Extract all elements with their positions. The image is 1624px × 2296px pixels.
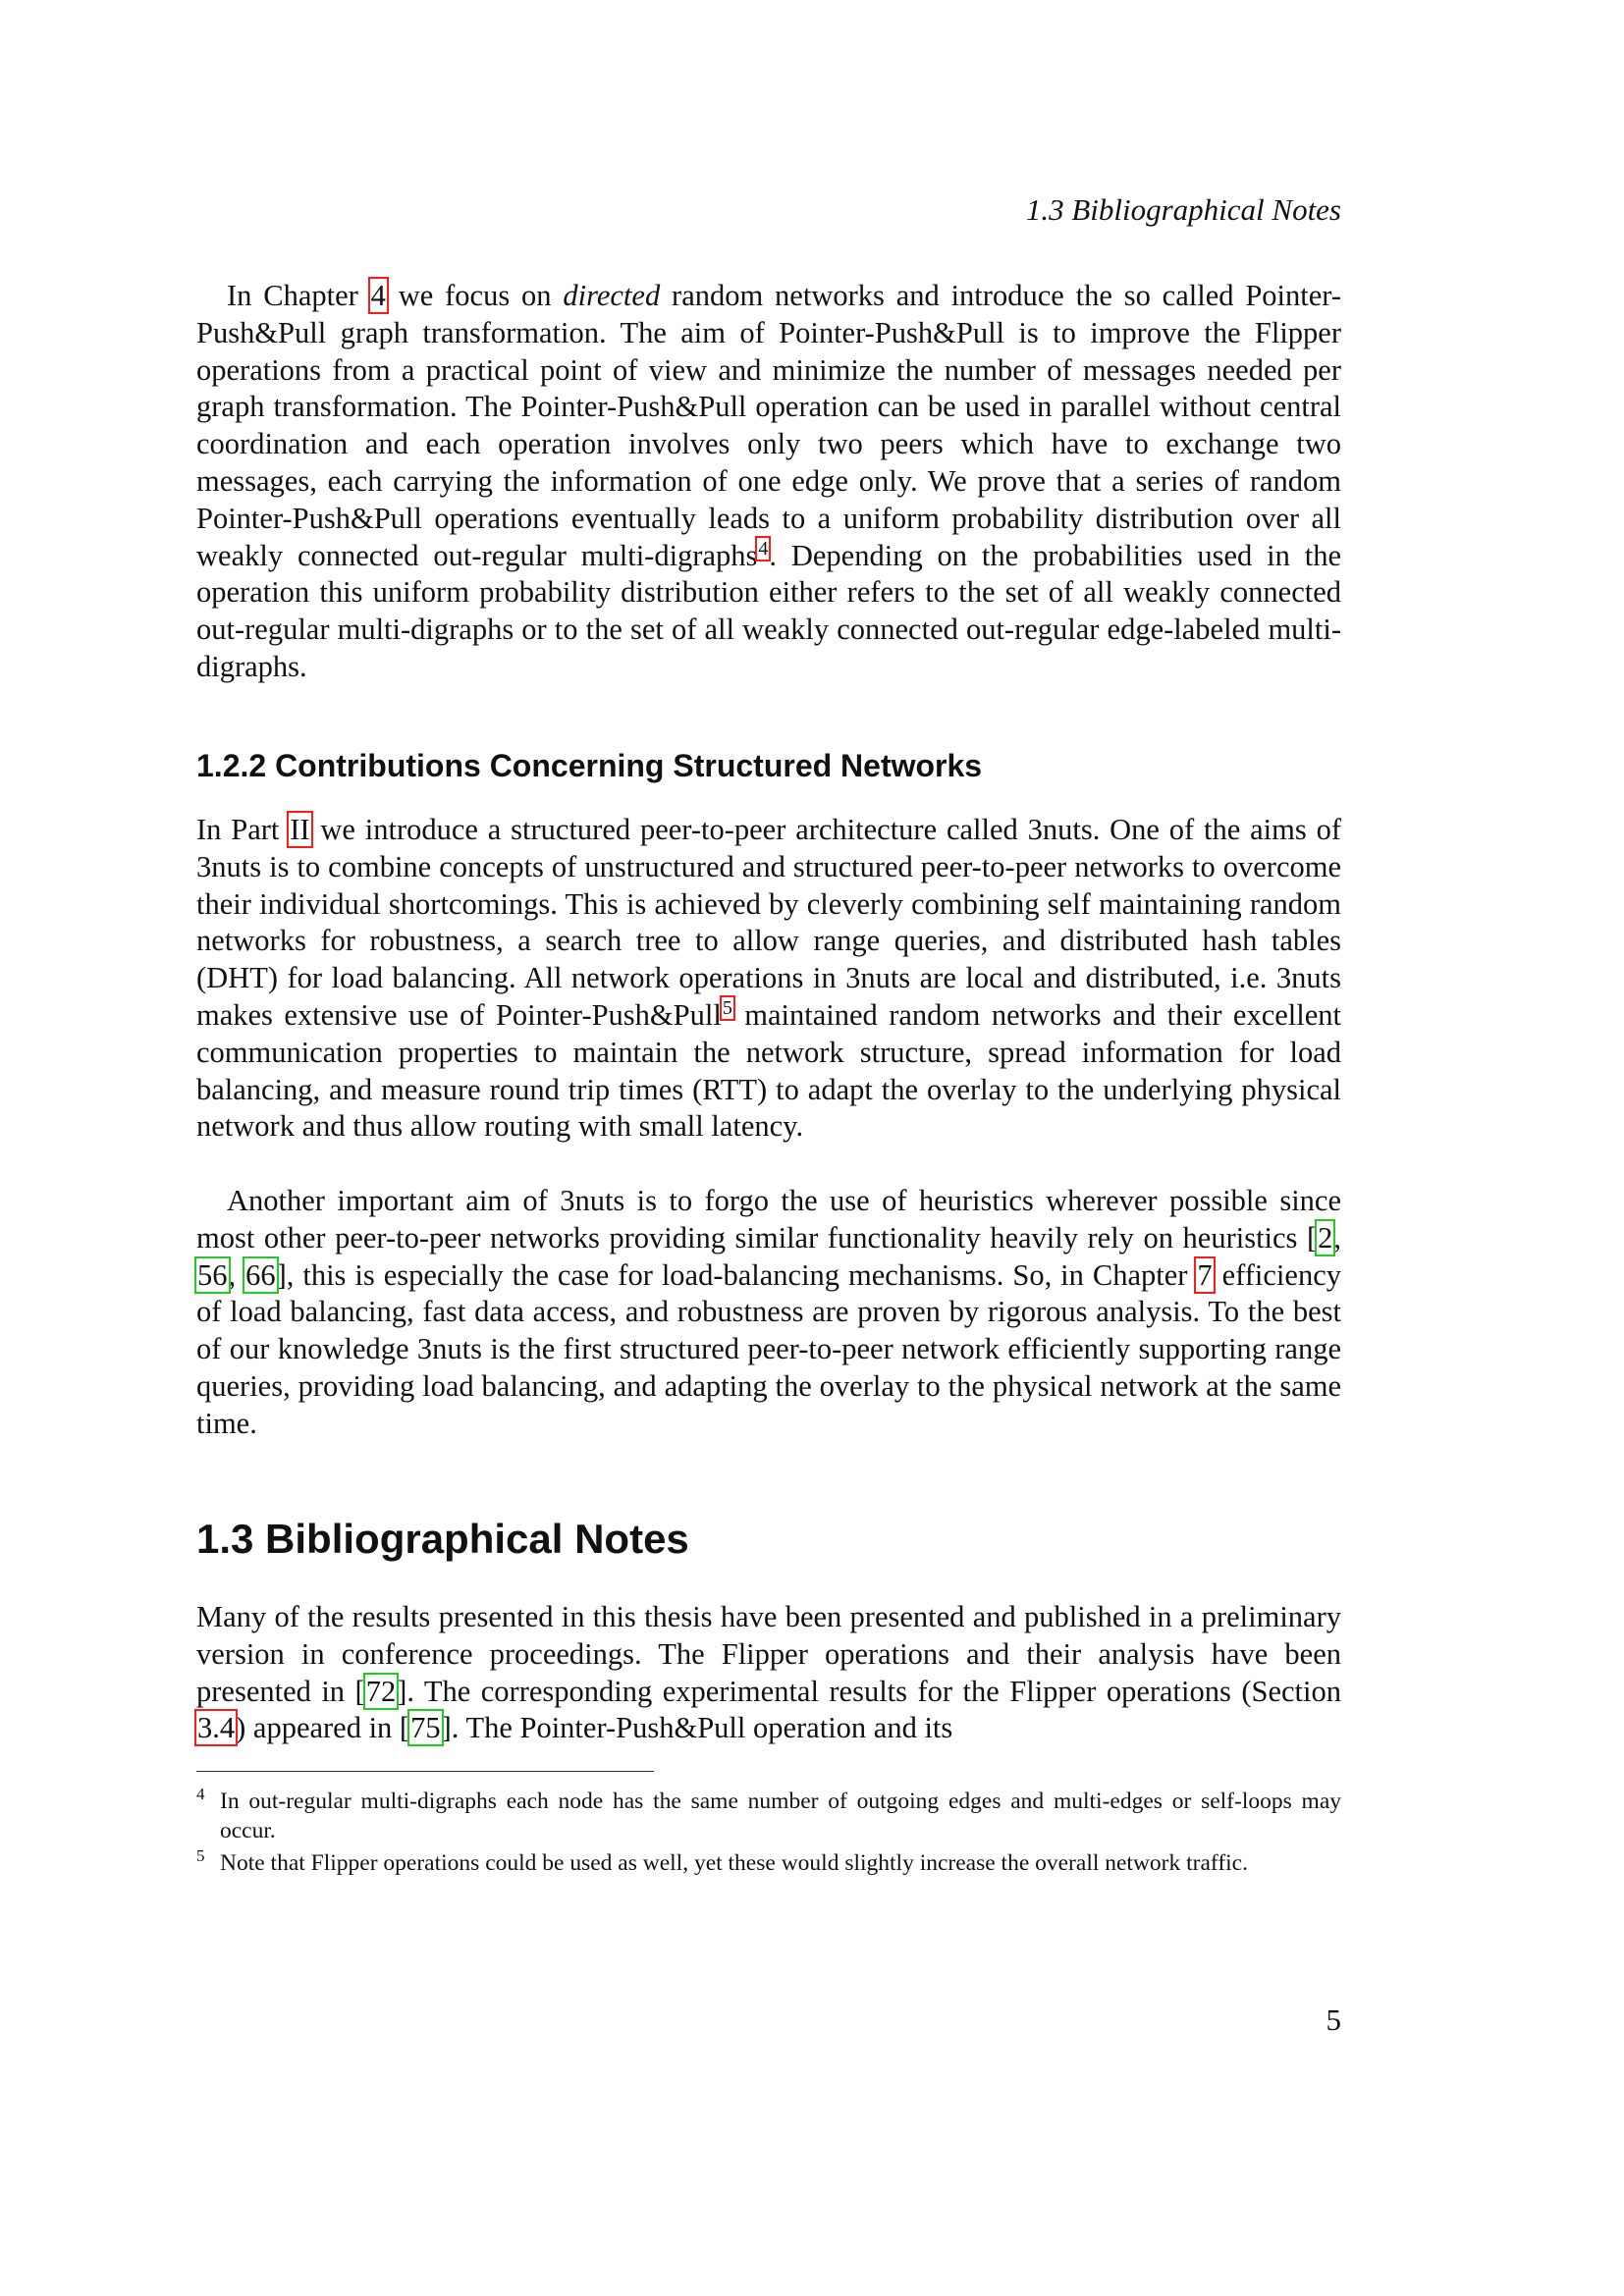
citation-72-link[interactable]: 72 xyxy=(365,1674,397,1708)
section-3-4-link[interactable]: 3.4 xyxy=(197,1711,236,1745)
paragraph-bibliographical-notes: Many of the results presented in this thesis have been presented and published in a preliminary version in conference proceedings. The Flipper operations and their analysis have been presented in [72]. The corresponding experimental results for the Flipper operations (Section 3.4) appeared in [75]. The Pointer-Push&Pull operation and its xyxy=(196,1600,1341,1745)
section-heading-1-2-2: 1.2.2 Contributions Concerning Structured Networks xyxy=(196,748,983,783)
footnote-4-mark: 4 xyxy=(196,1785,205,1803)
footnote-4-text: In out-regular multi-digraphs each node has the same number of outgoing edges and multi-edges or self-loops may occur. xyxy=(220,1789,1341,1843)
footnote-5-link[interactable]: 5 xyxy=(722,996,732,1019)
page-number: 5 xyxy=(1326,2002,1341,2037)
footnote-rule xyxy=(196,1771,654,1772)
chapter-7-link[interactable]: 7 xyxy=(1197,1257,1213,1292)
paragraph-3nuts-intro: In Part II we introduce a structured peer-to-peer architecture called 3nuts. One of the aims of 3nuts is to combine concepts of unstructured and structured peer-to-peer networks to overcome their individual shortcomings. This is achieved by cleverly combining self maintaining random networks for robustness, a search tree to allow range queries, and distributed hash tables (DHT) for load balancing. All network operations in 3nuts are local and distributed, i.e. 3nuts makes extensive use of Pointer-Push&Pull$^5$ maintained random networks and their excellent communication properties to maintain the network structure, spread information for load balancing, and measure round trip times (RTT) to adapt the overlay to the underlying physical network and thus allow routing with small latency. xyxy=(196,813,1341,1144)
footnote-4-link[interactable]: 4 xyxy=(758,537,769,560)
citation-66-link[interactable]: 66 xyxy=(245,1257,276,1292)
citation-56-link[interactable]: 56 xyxy=(197,1257,228,1292)
footnote-5-text: Note that Flipper operations could be used as well, yet these would slightly increase the overall network traffic. xyxy=(220,1850,1248,1876)
emphasis-directed: directed xyxy=(563,279,661,312)
footnote-5-mark: 5 xyxy=(196,1846,205,1865)
footnote-5 xyxy=(196,1848,1341,1878)
chapter-4-link[interactable]: 4 xyxy=(370,279,386,312)
running-head: 1.3 Bibliographical Notes xyxy=(1025,192,1341,227)
page xyxy=(196,0,1341,2296)
paragraph-heuristics: Another important aim of 3nuts is to forgo the use of heuristics wherever possible since most other peer-to-peer networks providing similar functionality heavily rely on heuristics [2, 56, 66], this is especially the case for load-balancing mechanisms. So, in Chapter 7 efficiency of load balancing, fast data access, and robustness are proven by rigorous analysis. To the best of our knowledge 3nuts is the first structured peer-to-peer network efficiently supporting range queries, providing load balancing, and adapting the overlay to the physical network at the same time. xyxy=(196,1184,1341,1440)
part-ii-link[interactable]: II xyxy=(290,813,310,846)
section-heading-1-3: 1.3 Bibliographical Notes xyxy=(196,1516,689,1562)
footnote-4 xyxy=(196,1787,1341,1845)
citation-2-link[interactable]: 2 xyxy=(1318,1220,1333,1255)
citation-75-link[interactable]: 75 xyxy=(410,1711,441,1745)
paragraph-pointer-push-pull: In Chapter 4 we focus on directed random networks and introduce the so called Pointer-Push&Pull graph transformation. The aim of Pointer-Push&Pull is to improve the Flipper operations from a practical point of view and minimize the number of messages needed per graph transformation. The Pointer-Push&Pull operation can be used in parallel without central coordination and each operation involves only two peers which have to exchange two messages, each carrying the information of one edge only. We prove that a series of random Pointer-Push&Pull operations eventually leads to a uniform probability distribution over all weakly connected out-regular multi-digraphs$^4$. Depending on the probabilities used in the operation this uniform probability distribution either refers to the set of all weakly connected out-regular multi-digraphs or to the set of all weakly connected out-regular edge-labeled multi-digraphs. xyxy=(196,279,1341,683)
